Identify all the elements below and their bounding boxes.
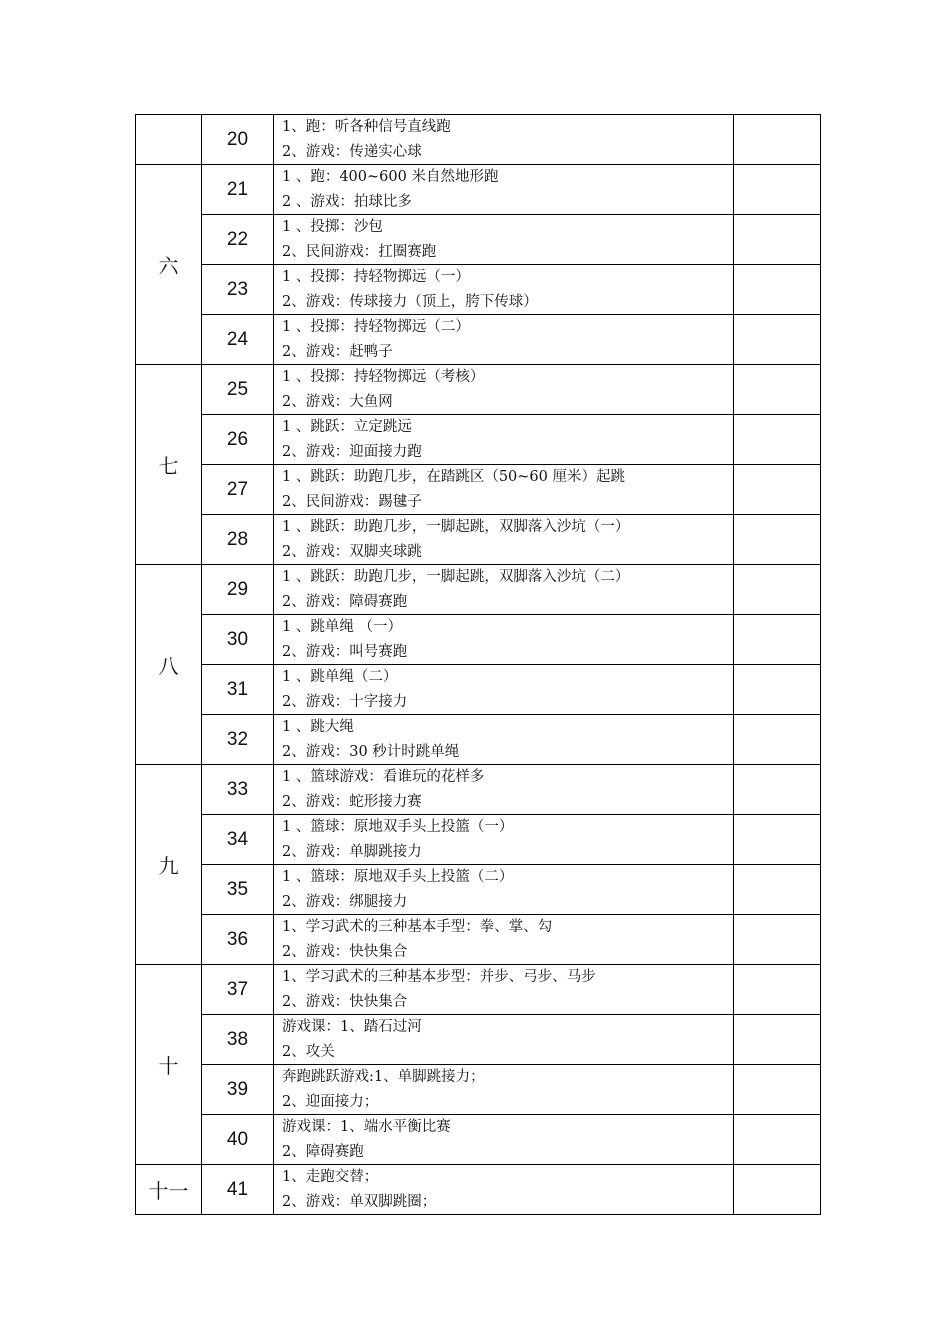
content-line-2: 2、游戏：快快集合 <box>282 943 408 960</box>
content-line-2: 2、游戏：蛇形接力赛 <box>282 793 422 810</box>
content-line-1: 1 、跳跃：助跑几步，一脚起跳，双脚落入沙坑（二） <box>282 569 630 585</box>
content-line-2: 2、游戏：单双脚跳圈； <box>282 1193 437 1210</box>
lesson-content <box>274 1015 734 1065</box>
lesson-number: 25 <box>202 365 274 415</box>
table-row <box>136 615 821 665</box>
lesson-content <box>274 515 734 565</box>
lesson-content <box>274 1115 734 1165</box>
content-line-2: 2、游戏：十字接力 <box>282 693 408 710</box>
table-row <box>136 665 821 715</box>
table-row <box>136 1015 821 1065</box>
content-line-2: 2、游戏：传递实心球 <box>282 143 422 160</box>
lesson-number: 40 <box>202 1115 274 1165</box>
notes-cell <box>734 165 821 215</box>
content-line-2: 2、游戏：赶鸭子 <box>282 343 393 360</box>
lesson-content <box>274 965 734 1015</box>
lesson-content <box>274 1165 734 1215</box>
lesson-content <box>274 865 734 915</box>
table-row <box>136 765 821 815</box>
week-cell: 十一 <box>136 1165 202 1215</box>
week-cell: 八 <box>136 565 202 765</box>
notes-cell <box>734 565 821 615</box>
content-line-2: 2、游戏：绑腿接力 <box>282 893 408 910</box>
table-row <box>136 165 821 215</box>
content-line-1: 1 、篮球：原地双手头上投篮（一） <box>282 819 514 835</box>
table-row <box>136 365 821 415</box>
content-line-1: 1 、跳单绳（二） <box>282 669 398 685</box>
content-line-1: 游戏课：1、踏石过河 <box>282 1019 422 1035</box>
lesson-content <box>274 165 734 215</box>
content-line-2: 2、民间游戏：扛圈赛跑 <box>282 243 437 260</box>
lesson-number: 27 <box>202 465 274 515</box>
lesson-number: 28 <box>202 515 274 565</box>
lesson-number: 34 <box>202 815 274 865</box>
content-line-1: 1 、投掷：持轻物掷远（一） <box>282 269 470 285</box>
content-line-2: 2、攻关 <box>282 1043 335 1060</box>
table-row <box>136 815 821 865</box>
lesson-content <box>274 715 734 765</box>
lesson-content <box>274 815 734 865</box>
content-line-1: 1、跑：听各种信号直线跑 <box>282 119 451 135</box>
lesson-number: 31 <box>202 665 274 715</box>
notes-cell <box>734 715 821 765</box>
lesson-content <box>274 315 734 365</box>
content-line-2: 2、游戏：叫号赛跑 <box>282 643 408 660</box>
week-cell <box>136 115 202 165</box>
lesson-content <box>274 115 734 165</box>
notes-cell <box>734 515 821 565</box>
table-row <box>136 215 821 265</box>
table-row <box>136 265 821 315</box>
content-line-1: 1 、跳单绳 （一） <box>282 619 402 635</box>
lesson-number: 39 <box>202 1065 274 1115</box>
notes-cell <box>734 665 821 715</box>
table-row <box>136 1065 821 1115</box>
content-line-2: 2 、游戏：拍球比多 <box>282 193 412 210</box>
table-row <box>136 1165 821 1215</box>
notes-cell <box>734 265 821 315</box>
notes-cell <box>734 415 821 465</box>
lesson-content <box>274 265 734 315</box>
content-line-1: 1 、投掷：沙包 <box>282 219 383 235</box>
content-line-2: 2、游戏：障碍赛跑 <box>282 593 408 610</box>
notes-cell <box>734 115 821 165</box>
week-cell: 十 <box>136 965 202 1165</box>
content-line-1: 1、学习武术的三种基本手型：拳、掌、勾 <box>282 919 553 935</box>
content-line-2: 2、游戏：30 秒计时跳单绳 <box>282 743 460 760</box>
lesson-number: 21 <box>202 165 274 215</box>
content-line-2: 2、游戏：大鱼网 <box>282 393 393 410</box>
lesson-number: 29 <box>202 565 274 615</box>
lesson-content <box>274 215 734 265</box>
notes-cell <box>734 965 821 1015</box>
lesson-number: 35 <box>202 865 274 915</box>
table-row <box>136 515 821 565</box>
content-line-2: 2、游戏：双脚夹球跳 <box>282 543 422 560</box>
lesson-number: 30 <box>202 615 274 665</box>
lesson-content <box>274 615 734 665</box>
content-line-2: 2、游戏：传球接力（顶上，胯下传球） <box>282 293 538 310</box>
table-row <box>136 865 821 915</box>
lesson-content <box>274 365 734 415</box>
content-line-2: 2、游戏：单脚跳接力 <box>282 843 422 860</box>
lesson-content <box>274 915 734 965</box>
lesson-number: 41 <box>202 1165 274 1215</box>
table-row <box>136 315 821 365</box>
lesson-content <box>274 565 734 615</box>
notes-cell <box>734 315 821 365</box>
table-row <box>136 915 821 965</box>
lesson-number: 37 <box>202 965 274 1015</box>
content-line-1: 1 、跳大绳 <box>282 719 354 735</box>
content-line-2: 2、民间游戏：踢毽子 <box>282 493 422 510</box>
schedule-table <box>135 114 821 1215</box>
lesson-number: 24 <box>202 315 274 365</box>
content-line-2: 2、障碍赛跑 <box>282 1143 364 1160</box>
lesson-content <box>274 765 734 815</box>
lesson-content <box>274 665 734 715</box>
content-line-2: 2、游戏：快快集合 <box>282 993 408 1010</box>
content-line-1: 1 、投掷：持轻物掷远（二） <box>282 319 470 335</box>
lesson-number: 23 <box>202 265 274 315</box>
content-line-2: 2、游戏：迎面接力跑 <box>282 443 422 460</box>
table-row <box>136 965 821 1015</box>
content-line-1: 1 、跑：400~600 米自然地形跑 <box>282 169 499 185</box>
lesson-number: 20 <box>202 115 274 165</box>
lesson-content <box>274 465 734 515</box>
content-line-1: 1 、跳跃：立定跳远 <box>282 419 412 435</box>
table-row <box>136 715 821 765</box>
lesson-number: 33 <box>202 765 274 815</box>
lesson-number: 32 <box>202 715 274 765</box>
notes-cell <box>734 465 821 515</box>
lesson-number: 26 <box>202 415 274 465</box>
content-line-1: 1 、篮球：原地双手头上投篮（二） <box>282 869 514 885</box>
content-line-1: 1、学习武术的三种基本步型：并步、弓步、马步 <box>282 969 596 985</box>
notes-cell <box>734 1165 821 1215</box>
content-line-1: 1、走跑交替； <box>282 1169 379 1185</box>
notes-cell <box>734 865 821 915</box>
table-row <box>136 465 821 515</box>
notes-cell <box>734 815 821 865</box>
table-row <box>136 1115 821 1165</box>
table-row <box>136 115 821 165</box>
notes-cell <box>734 1015 821 1065</box>
lesson-number: 22 <box>202 215 274 265</box>
week-cell: 九 <box>136 765 202 965</box>
lesson-content <box>274 1065 734 1115</box>
lesson-number: 38 <box>202 1015 274 1065</box>
table-row <box>136 415 821 465</box>
content-line-1: 1 、篮球游戏：看谁玩的花样多 <box>282 769 485 785</box>
lesson-number: 36 <box>202 915 274 965</box>
lesson-content <box>274 415 734 465</box>
notes-cell <box>734 1115 821 1165</box>
notes-cell <box>734 765 821 815</box>
week-cell: 七 <box>136 365 202 565</box>
notes-cell <box>734 365 821 415</box>
content-line-1: 游戏课：1、端水平衡比赛 <box>282 1119 451 1135</box>
content-line-1: 奔跑跳跃游戏:1、单脚跳接力； <box>282 1069 485 1085</box>
notes-cell <box>734 915 821 965</box>
content-line-1: 1 、跳跃：助跑几步，在踏跳区（50~60 厘米）起跳 <box>282 469 625 485</box>
content-line-2: 2、迎面接力； <box>282 1093 379 1110</box>
week-cell: 六 <box>136 165 202 365</box>
content-line-1: 1 、投掷：持轻物掷远（考核） <box>282 369 485 385</box>
notes-cell <box>734 615 821 665</box>
table-row <box>136 565 821 615</box>
notes-cell <box>734 215 821 265</box>
content-line-1: 1 、跳跃：助跑几步，一脚起跳，双脚落入沙坑（一） <box>282 519 630 535</box>
notes-cell <box>734 1065 821 1115</box>
